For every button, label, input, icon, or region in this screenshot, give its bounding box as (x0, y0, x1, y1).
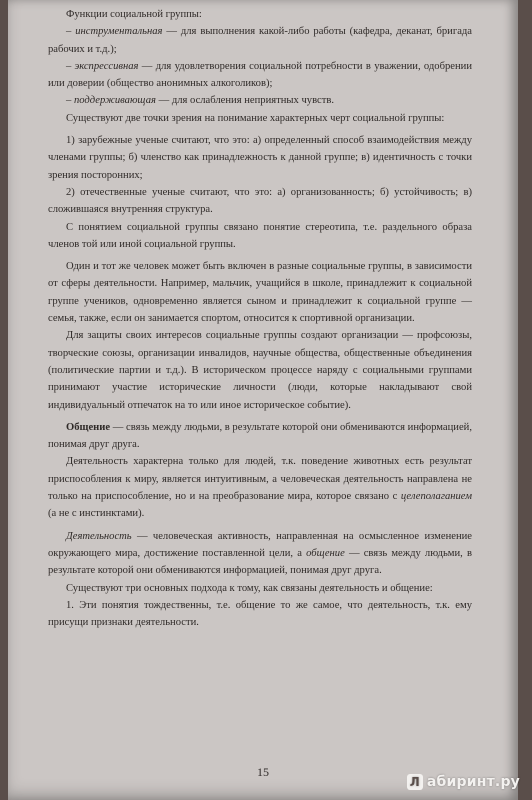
watermark-text: абиринт.ру (426, 774, 520, 790)
function-desc: — для выполнения какой-либо работы (кафедра, деканат, бригада рабочих и т.д.); (48, 26, 472, 55)
activity-def-tail: — связь между людьми, в результате которой они обмениваются информацией, понимая друг друга. (48, 547, 472, 577)
goal-setting-term: целеполаганием (400, 491, 472, 503)
paragraph-two-views: Существуют две точки зрения на понимание характерных черт социальной группы: (66, 112, 445, 124)
labirint-watermark (407, 774, 520, 790)
activity-definition (48, 528, 472, 580)
function-item: – поддерживающая — для ослабления неприятных чувств. (66, 95, 335, 107)
paragraph-identical: 1. Эти понятия тождественны, т.е. общение то же самое, что деятельность, т.к. ему присущи признаки деятельности. (48, 599, 472, 629)
communication-term-italic: общение (306, 547, 345, 559)
paragraph-protection: Для защиты своих интересов социальные группы создают организации — профсоюзы, творческие союзы, организации инвалидов, научные общества, общественные объединения (политические партии и т.д.). В историческом процессе наряду с социальными группами принимают участие исторические личности (люди, которые накладывают свой индивидуальный отпечаток на то или иное историческое событие). (48, 330, 472, 411)
function-item: – экспрессивная — для удовлетворения социальной потребности в уважении, одобрении или доверии (общество анонимных алкоголиков); (48, 60, 472, 90)
function-term: поддерживающая (73, 95, 156, 107)
labirint-logo-icon: Л (407, 774, 423, 790)
paragraph-three-approaches: Существуют три основных подхода к тому, как связаны деятельность и общение: (66, 582, 433, 594)
function-desc: — для ослабления неприятных чувств. (155, 95, 335, 107)
book-page (8, 0, 518, 800)
function-term: инструментальная (75, 26, 163, 38)
activity-char-tail: (а не с инстинктами). (48, 508, 145, 520)
function-term: экспрессивная (74, 60, 139, 72)
functions-heading: Функции социальной группы: (66, 9, 202, 20)
communication-text: — связь между людьми, в результате которой они обмениваются информацией, понимая друг друга. (48, 421, 472, 451)
activity-term: Деятельность (66, 530, 132, 542)
communication-term: Общение (66, 421, 111, 433)
activity-char-text: Деятельность характерна только для людей, т.к. поведение животных есть результат приспособления к миру, является интуитивным, а человеческая деятельность направлена не только на приспособление, но и на преобразование мира, которое связано с (48, 456, 472, 503)
paragraph-domestic-scientists: 2) отечественные ученые считают, что это: а) организованность; б) устойчивость; в) сложившаяся внутренняя структура. (48, 186, 472, 216)
paragraph-foreign-scientists: 1) зарубежные ученые считают, что это: а) определенный способ взаимодействия между членами группы; б) членство как принадлежность к данной группе; в) идентичность с точки зрения посторонних; (48, 135, 472, 181)
function-item: – инструментальная — для выполнения какой-либо работы (кафедра, деканат, бригада рабочих и т.д.); (48, 26, 472, 55)
communication-definition (48, 419, 472, 454)
paragraph-one-person: Один и тот же человек может быть включен в разные социальные группы, в зависимости от сферы деятельности. Например, мальчик, учащийся в школе, принадлежит к социальной группе учеников, одновременно является сыном и принадлежит к социальной группе — семья, также, если он занимается спортом, относится к спортивной организации. (48, 261, 472, 325)
function-desc: — для удовлетворения социальной потребности в уважении, одобрении или доверии (общество анонимных алкоголиков); (48, 60, 472, 90)
page-number: 15 (257, 765, 269, 779)
page-text (48, 6, 472, 631)
paragraph-stereotype: С понятием социальной группы связано понятие стереотипа, т.е. раздельного образа членов той или иной социальной группы. (48, 221, 472, 250)
paragraph-activity-character (48, 453, 472, 522)
activity-def-text: — человеческая активность, направленная на осмысленное изменение окружающего мира, достижение поставленной цели, а (48, 530, 472, 559)
